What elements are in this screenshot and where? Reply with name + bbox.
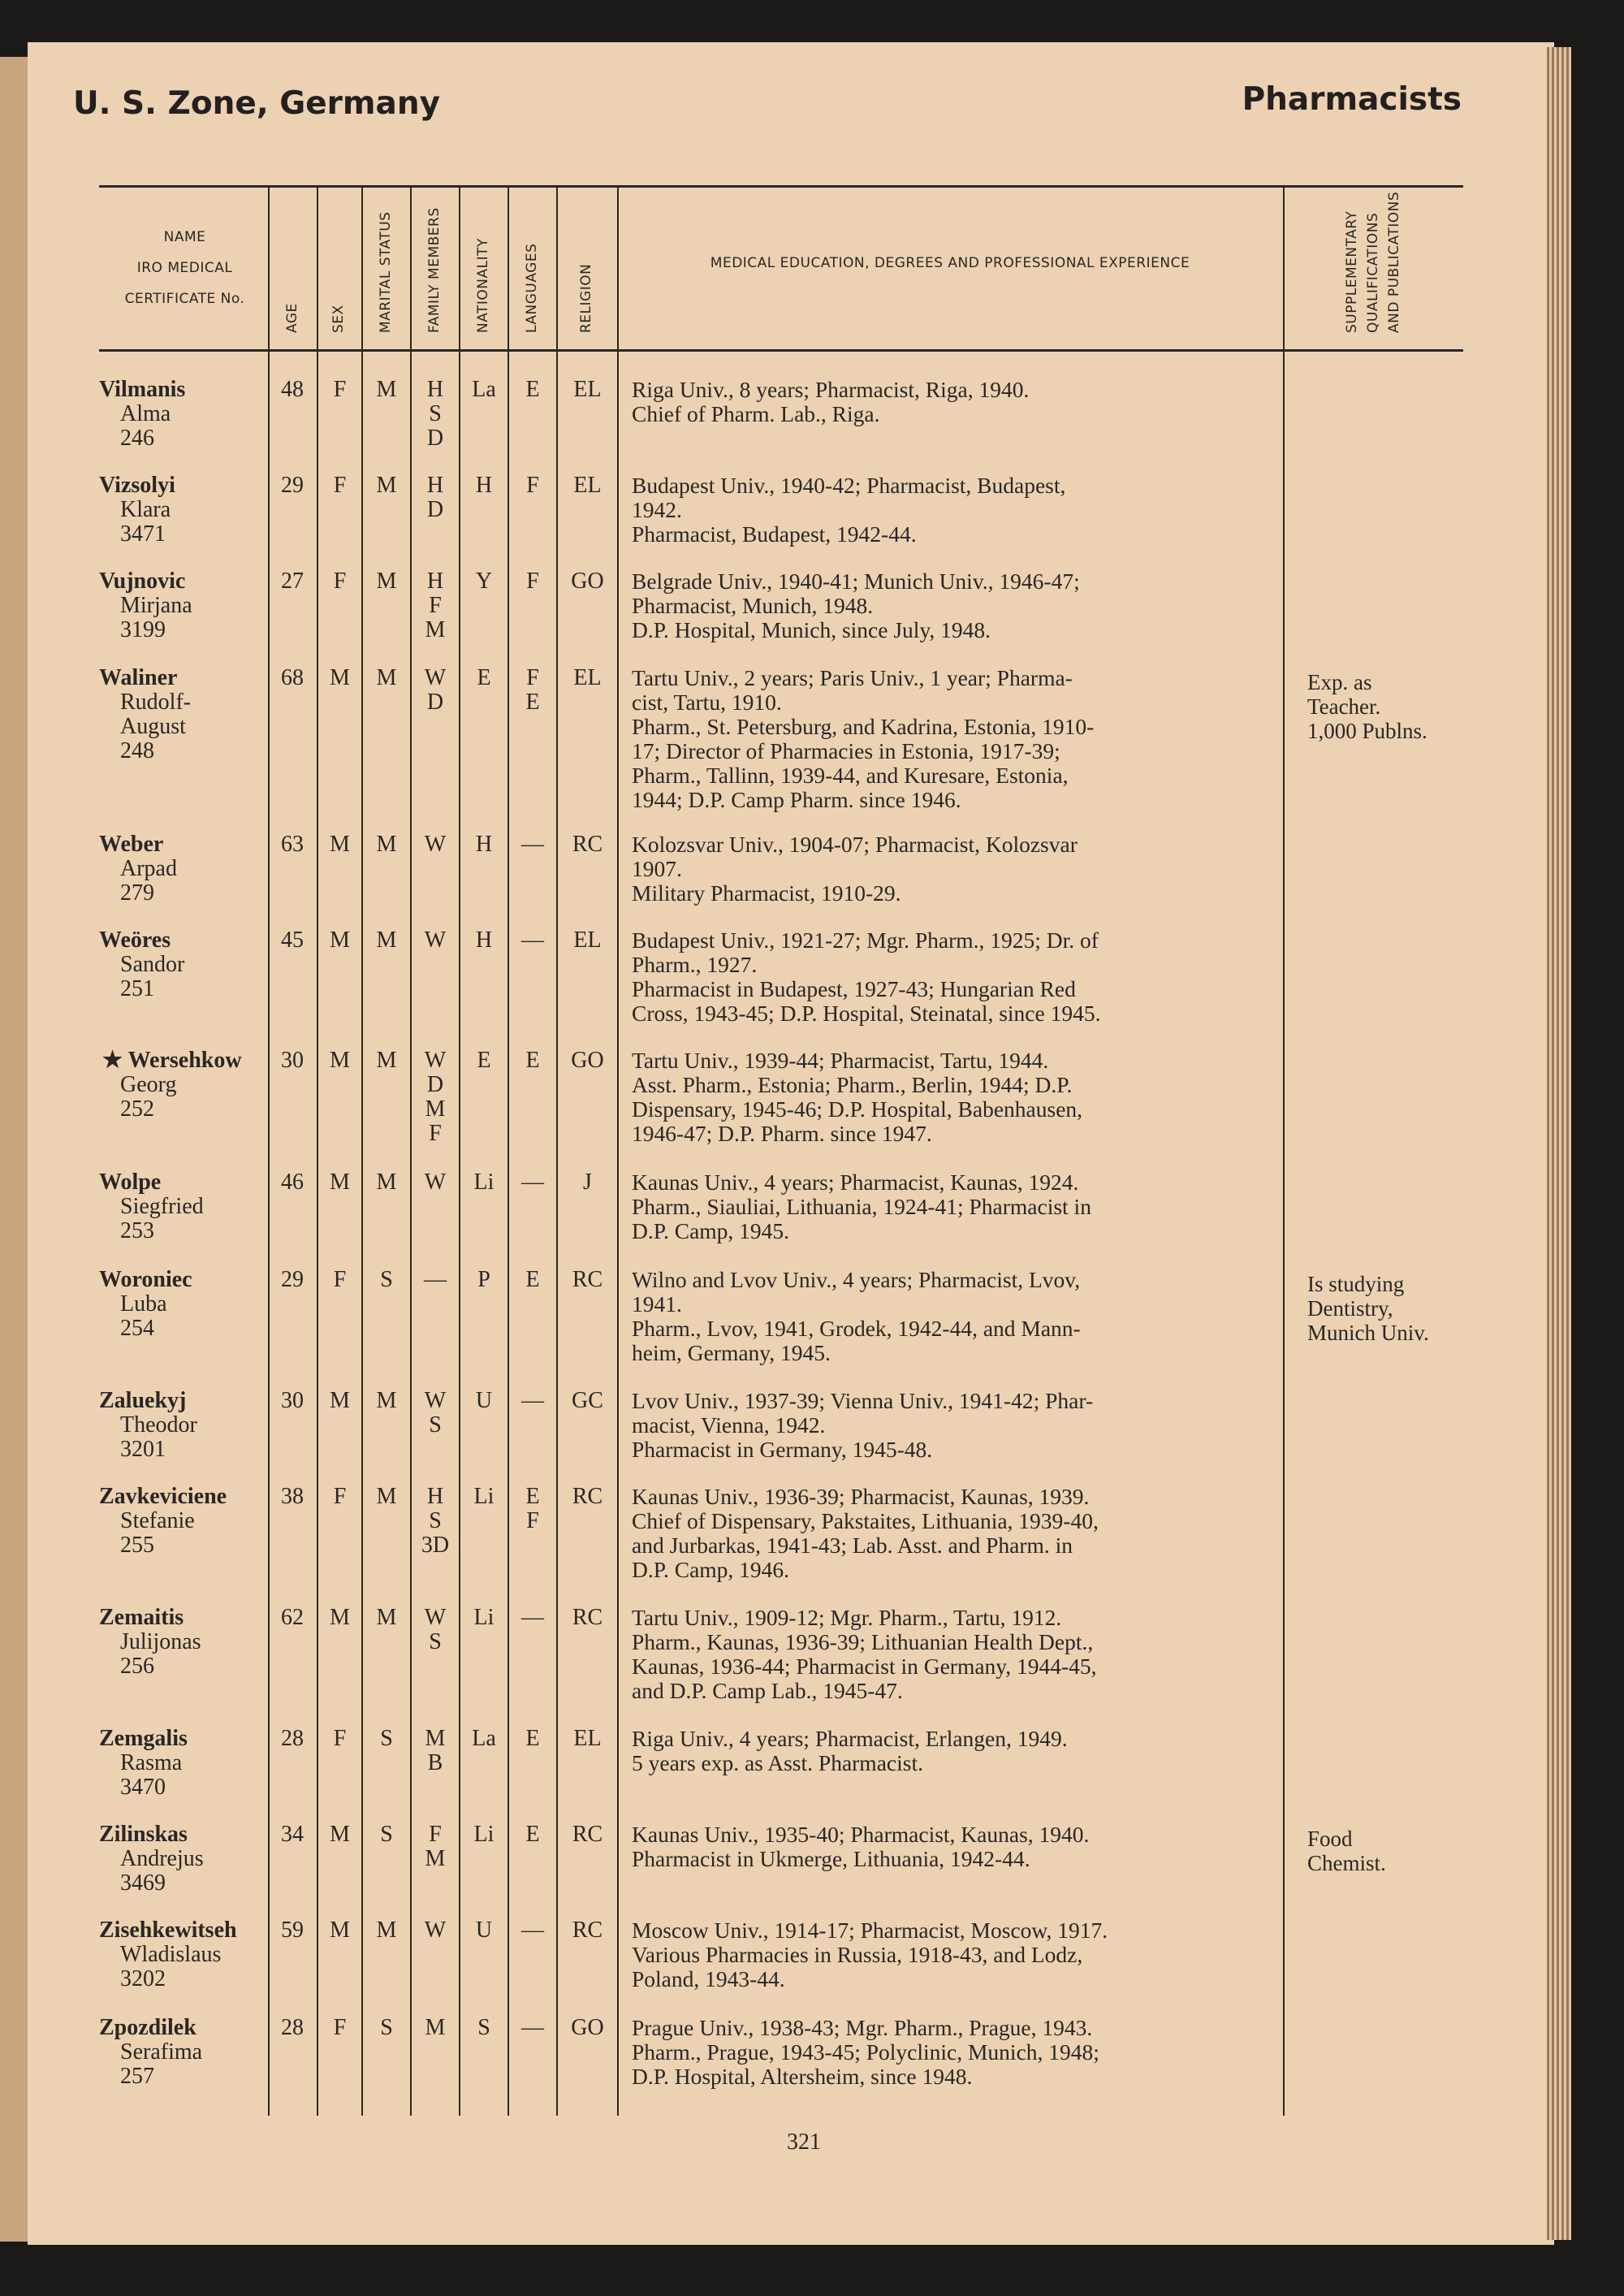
entry-family-member: S	[429, 1629, 442, 1654]
entry-language: E	[525, 1267, 540, 1292]
entry-family-member: W	[424, 832, 447, 857]
column-header-nationality: NATIONALITY	[475, 238, 491, 333]
entry-education-line: D.P. Hospital, Munich, since July, 1948.	[632, 617, 991, 642]
entry-family-member: —	[424, 1267, 447, 1292]
entry-nationality: E	[477, 1048, 491, 1073]
entry-age: 34	[281, 1822, 304, 1847]
entry-given-name: Luba	[120, 1291, 167, 1317]
entry-given-name: Arpad	[120, 856, 177, 881]
entry-age: 29	[281, 1267, 304, 1292]
entry-religion: EL	[573, 473, 602, 498]
entry-education-line: and D.P. Camp Lab., 1945-47.	[632, 1678, 903, 1703]
entry-education-line: 1941.	[632, 1291, 682, 1317]
entry-given-name: Julijonas	[120, 1629, 201, 1654]
entry-given-name: Andrejus	[120, 1846, 204, 1871]
entry-religion: EL	[573, 377, 602, 402]
column-header-age: AGE	[284, 303, 300, 333]
entry-education-line: cist, Tartu, 1910.	[632, 690, 782, 715]
entry-education-line: Pharmacist in Germany, 1945-48.	[632, 1437, 933, 1462]
entry-education-line: Chief of Pharm. Lab., Riga.	[632, 401, 880, 426]
entry-education-line: D.P. Camp, 1945.	[632, 1218, 790, 1243]
entry-sex: F	[333, 473, 347, 498]
entry-age: 38	[281, 1484, 304, 1509]
entry-surname: Zaluekyj	[99, 1388, 187, 1413]
entry-education-line: Belgrade Univ., 1940-41; Munich Univ., 1946-47;	[632, 569, 1080, 594]
entry-language: —	[521, 1388, 544, 1413]
entry-language: F	[526, 665, 539, 690]
entry-family-member: D	[426, 426, 444, 451]
entry-language: —	[521, 832, 544, 857]
entry-surname: Zisehkewitseh	[99, 1918, 237, 1943]
entry-nationality: S	[477, 2015, 490, 2040]
entry-language: F	[526, 1508, 539, 1533]
entry-education-line: Pharm., Kaunas, 1936-39; Lithuanian Health Dept.,	[632, 1629, 1094, 1654]
entry-sex: M	[330, 1822, 350, 1847]
entry-certificate-number: 3201	[120, 1437, 166, 1462]
entry-given-name: Serafima	[120, 2039, 203, 2065]
entry-education-line: Budapest Univ., 1940-42; Pharmacist, Budapest,	[632, 473, 1066, 498]
column-header-name: NAME	[163, 229, 206, 245]
entry-certificate-number: 3469	[120, 1870, 166, 1896]
entry-supplementary-line: Munich Univ.	[1307, 1321, 1429, 1345]
entry-religion: GO	[571, 2015, 604, 2040]
entry-family-member: B	[427, 1750, 443, 1775]
entry-surname: Zpozdilek	[99, 2015, 197, 2040]
column-header-religion: RELIGION	[578, 263, 594, 333]
entry-sex: F	[333, 1484, 347, 1509]
entry-family-member: S	[429, 1508, 442, 1533]
entry-given-name: Stefanie	[120, 1508, 195, 1533]
entry-family-member: W	[424, 1170, 447, 1195]
entry-given-name: Alma	[120, 401, 171, 426]
entry-religion: EL	[573, 665, 602, 690]
entry-sex: M	[330, 1605, 350, 1630]
entry-language: —	[521, 927, 544, 953]
entry-marital-status: M	[376, 1605, 397, 1630]
entry-language: E	[525, 690, 540, 715]
entry-religion: RC	[572, 1918, 603, 1943]
entry-sex: M	[330, 1048, 350, 1073]
entry-education-line: Pharm., Tallinn, 1939-44, and Kuresare, Estonia,	[632, 763, 1069, 788]
entry-family-member: H	[426, 569, 444, 594]
entry-sex: F	[333, 1726, 347, 1751]
entry-education-line: Lvov Univ., 1937-39; Vienna Univ., 1941-42; Phar-	[632, 1388, 1094, 1413]
entry-family-member: S	[429, 1412, 442, 1438]
entry-education-line: Pharmacist in Budapest, 1927-43; Hungarian Red	[632, 976, 1076, 1001]
entry-sex: F	[333, 569, 347, 594]
entry-nationality: Y	[475, 569, 493, 594]
entry-nationality: U	[475, 1918, 493, 1943]
entry-education-line: Kaunas Univ., 1936-39; Pharmacist, Kaunas, 1939.	[632, 1484, 1090, 1509]
entry-education-line: Tartu Univ., 1939-44; Pharmacist, Tartu, 1944.	[632, 1048, 1049, 1073]
entry-certificate-number: 253	[120, 1218, 154, 1243]
entry-education-line: 17; Director of Pharmacies in Estonia, 1917-39;	[632, 738, 1060, 763]
entry-certificate-number: 3202	[120, 1966, 166, 1991]
entry-family-member: W	[424, 927, 447, 953]
entry-family-member: H	[426, 473, 444, 498]
entry-surname: Zavkeviciene	[99, 1484, 227, 1509]
entry-education-line: Pharm., Siauliai, Lithuania, 1924-41; Pharmacist in	[632, 1194, 1091, 1219]
entry-sex: F	[333, 377, 347, 402]
column-header-education: MEDICAL EDUCATION, DEGREES AND PROFESSIONAL EXPERIENCE	[710, 255, 1190, 271]
entry-surname: Zemaitis	[99, 1605, 184, 1630]
entry-sex: F	[333, 1267, 347, 1292]
entry-education-line: Pharm., St. Petersburg, and Kadrina, Estonia, 1910-	[632, 714, 1095, 739]
entry-family-member: D	[426, 1072, 444, 1097]
entry-religion: GC	[572, 1388, 603, 1413]
entry-language: E	[525, 377, 540, 402]
entry-religion: RC	[572, 1484, 603, 1509]
entry-education-line: Military Pharmacist, 1910-29.	[632, 880, 901, 906]
entry-education-line: Moscow Univ., 1914-17; Pharmacist, Moscow, 1917.	[632, 1918, 1108, 1943]
entry-education-line: Pharmacist, Munich, 1948.	[632, 593, 874, 618]
entry-certificate-number: 246	[120, 426, 154, 451]
entry-age: 27	[281, 569, 304, 594]
entry-surname: Vilmanis	[99, 377, 186, 402]
entry-language: E	[525, 1048, 540, 1073]
entry-language: E	[525, 1484, 540, 1509]
entry-education-line: and Jurbarkas, 1941-43; Lab. Asst. and Pharm. in	[632, 1533, 1073, 1558]
entry-nationality: U	[475, 1388, 493, 1413]
entry-education-line: Budapest Univ., 1921-27; Mgr. Pharm., 1925; Dr. of	[632, 927, 1099, 953]
entry-supplementary-line: 1,000 Publns.	[1307, 719, 1427, 743]
entry-education-line: Kaunas, 1936-44; Pharmacist in Germany, 1944-45,	[632, 1654, 1097, 1679]
entry-age: 48	[281, 377, 304, 402]
entry-surname: Wolpe	[99, 1170, 162, 1195]
entry-sex: M	[330, 1170, 350, 1195]
entry-language: —	[521, 1605, 544, 1630]
entry-education-line: Poland, 1943-44.	[632, 1966, 785, 1991]
entry-marital-status: M	[376, 665, 397, 690]
column-header-supplementary: SUPPLEMENTARY	[1344, 210, 1360, 333]
entry-family-member: F	[429, 1121, 442, 1146]
entry-language: —	[521, 2015, 544, 2040]
entry-education-line: Kaunas Univ., 1935-40; Pharmacist, Kaunas, 1940.	[632, 1822, 1090, 1847]
entry-given-name: Klara	[120, 497, 171, 522]
entry-education-line: Kaunas Univ., 4 years; Pharmacist, Kaunas, 1924.	[632, 1170, 1079, 1195]
entry-nationality: Li	[473, 1170, 495, 1195]
entry-nationality: Li	[473, 1484, 495, 1509]
entry-marital-status: M	[376, 1048, 397, 1073]
entry-family-member: W	[424, 1605, 447, 1630]
entry-marital-status: S	[380, 1822, 393, 1847]
entry-age: 28	[281, 1726, 304, 1751]
entry-family-member: M	[425, 1096, 446, 1122]
entry-education-line: Pharm., 1927.	[632, 952, 758, 977]
entry-religion: GO	[571, 1048, 604, 1073]
entry-marital-status: M	[376, 832, 397, 857]
entry-supplementary-line: Dentistry,	[1307, 1296, 1393, 1321]
entry-education-line: Pharm., Prague, 1943-45; Polyclinic, Munich, 1948;	[632, 2039, 1099, 2065]
entry-family-member: H	[426, 1484, 444, 1509]
entry-education-line: Tartu Univ., 2 years; Paris Univ., 1 year; Pharma-	[632, 665, 1073, 690]
entry-given-name: Theodor	[120, 1412, 197, 1438]
entry-family-member: H	[426, 377, 444, 402]
column-header-languages: LANGUAGES	[524, 243, 540, 333]
entry-education-line: heim, Germany, 1945.	[632, 1340, 831, 1365]
entry-religion: EL	[573, 1726, 602, 1751]
table-top-rule	[99, 185, 1463, 188]
entry-surname: Waliner	[99, 665, 178, 690]
column-header-supplementary: AND PUBLICATIONS	[1386, 191, 1402, 333]
header-bottom-rule	[99, 349, 1463, 352]
entry-certificate-number: 252	[120, 1096, 154, 1122]
entry-family-member: S	[429, 401, 442, 426]
entry-sex: M	[330, 1388, 350, 1413]
entry-language: E	[525, 1726, 540, 1751]
column-header-name: IRO MEDICAL	[136, 260, 233, 276]
entry-family-member: D	[426, 690, 444, 715]
column-header-supplementary: QUALIFICATIONS	[1365, 212, 1381, 333]
entry-sex: M	[330, 1918, 350, 1943]
entry-education-line: Tartu Univ., 1909-12; Mgr. Pharm., Tartu, 1912.	[632, 1605, 1062, 1630]
entry-language: —	[521, 1170, 544, 1195]
entry-surname: Vizsolyi	[99, 473, 175, 498]
entry-surname: Vujnovic	[99, 569, 186, 594]
entry-marital-status: M	[376, 569, 397, 594]
entry-nationality: Li	[473, 1822, 495, 1847]
entry-education-line: Riga Univ., 8 years; Pharmacist, Riga, 1940.	[632, 377, 1030, 402]
entry-family-member: W	[424, 1048, 447, 1073]
entry-certificate-number: 3471	[120, 521, 166, 547]
entry-education-line: Asst. Pharm., Estonia; Pharm., Berlin, 1944; D.P.	[632, 1072, 1073, 1097]
column-header-family-members: FAMILY MEMBERS	[426, 207, 443, 333]
entry-education-line: macist, Vienna, 1942.	[632, 1412, 826, 1438]
zone-title: U. S. Zone, Germany	[73, 85, 441, 122]
entry-family-member: M	[425, 2015, 446, 2040]
entry-certificate-number: 279	[120, 880, 154, 906]
entry-age: 63	[281, 832, 304, 857]
entry-religion: J	[583, 1170, 592, 1195]
entry-religion: RC	[572, 1605, 603, 1630]
entry-family-member: M	[425, 1726, 446, 1751]
entry-given-name: Siegfried	[120, 1194, 204, 1219]
entry-family-member: F	[429, 1822, 442, 1847]
entry-certificate-number: 3470	[120, 1775, 166, 1800]
entry-education-line: 1944; D.P. Camp Pharm. since 1946.	[632, 787, 961, 812]
entry-religion: GO	[571, 569, 604, 594]
entry-family-member: W	[424, 1918, 447, 1943]
entry-religion: EL	[573, 927, 602, 953]
entry-age: 59	[281, 1918, 304, 1943]
entry-age: 30	[281, 1048, 304, 1073]
entry-certificate-number: 257	[120, 2064, 154, 2089]
entry-nationality: Li	[473, 1605, 495, 1630]
entry-certificate-number: 256	[120, 1654, 154, 1679]
entry-education-line: Riga Univ., 4 years; Pharmacist, Erlangen, 1949.	[632, 1726, 1068, 1751]
entry-nationality: H	[475, 832, 493, 857]
entry-sex: M	[330, 665, 350, 690]
entry-education-line: Dispensary, 1945-46; D.P. Hospital, Babenhausen,	[632, 1096, 1083, 1122]
entry-given-name: Mirjana	[120, 593, 192, 618]
page-stack-edge	[1547, 47, 1571, 2240]
entry-language: —	[521, 1918, 544, 1943]
entry-education-line: Prague Univ., 1938-43; Mgr. Pharm., Prague, 1943.	[632, 2015, 1093, 2040]
entry-certificate-number: 254	[120, 1316, 154, 1341]
entry-supplementary-line: Food	[1307, 1827, 1353, 1851]
page-number: 321	[787, 2130, 821, 2155]
column-header-name: CERTIFICATE No.	[124, 291, 245, 307]
column-header-marital-status: MARITAL STATUS	[378, 211, 394, 333]
entry-family-member: M	[425, 617, 446, 642]
entry-nationality: H	[475, 473, 493, 498]
entry-age: 62	[281, 1605, 304, 1630]
column-divider	[617, 185, 619, 2116]
entry-age: 28	[281, 2015, 304, 2040]
entry-surname: ★ Wersehkow	[102, 1048, 242, 1073]
entry-age: 29	[281, 473, 304, 498]
entry-education-line: D.P. Hospital, Altersheim, since 1948.	[632, 2064, 973, 2089]
entry-nationality: La	[472, 377, 496, 402]
entry-education-line: Various Pharmacies in Russia, 1918-43, and Lodz,	[632, 1942, 1083, 1967]
entry-given-name: Rudolf-	[120, 690, 192, 715]
column-divider	[1283, 185, 1285, 2116]
entry-family-member: 3D	[421, 1533, 450, 1558]
entry-certificate-number: 3199	[120, 617, 166, 642]
entry-given-name: Wladislaus	[120, 1942, 222, 1967]
entry-marital-status: S	[380, 2015, 393, 2040]
entry-education-line: Pharmacist, Budapest, 1942-44.	[632, 521, 917, 547]
entry-marital-status: M	[376, 1170, 397, 1195]
entry-education-line: Pharmacist in Ukmerge, Lithuania, 1942-44.	[632, 1846, 1030, 1871]
entry-surname: Woroniec	[99, 1267, 192, 1292]
entry-marital-status: M	[376, 473, 397, 498]
entry-education-line: 1942.	[632, 497, 682, 522]
entry-education-line: Kolozsvar Univ., 1904-07; Pharmacist, Kolozsvar	[632, 832, 1078, 857]
section-title: Pharmacists	[1242, 81, 1462, 118]
entry-religion: RC	[572, 1267, 603, 1292]
entry-education-line: Chief of Dispensary, Pakstaites, Lithuania, 1939-40,	[632, 1508, 1099, 1533]
entry-nationality: P	[477, 1267, 490, 1292]
column-header-sex: SEX	[330, 305, 347, 333]
entry-religion: RC	[572, 832, 603, 857]
entry-education-line: 1946-47; D.P. Pharm. since 1947.	[632, 1121, 932, 1146]
entry-age: 30	[281, 1388, 304, 1413]
entry-nationality: E	[477, 665, 491, 690]
entry-family-member: W	[424, 1388, 447, 1413]
entry-religion: RC	[572, 1822, 603, 1847]
entry-sex: M	[330, 832, 350, 857]
entry-certificate-number: 248	[120, 738, 154, 763]
entry-surname: Zilinskas	[99, 1822, 188, 1847]
entry-age: 46	[281, 1170, 304, 1195]
entry-surname: Weber	[99, 832, 164, 857]
entry-certificate-number: 251	[120, 976, 154, 1001]
entry-family-member: W	[424, 665, 447, 690]
entry-education-line: Pharm., Lvov, 1941, Grodek, 1942-44, and Mann-	[632, 1316, 1081, 1341]
entry-supplementary-line: Chemist.	[1307, 1851, 1386, 1875]
entry-supplementary-line: Teacher.	[1307, 694, 1381, 719]
entry-language: F	[526, 473, 539, 498]
entry-language: F	[526, 569, 539, 594]
entry-certificate-number: 255	[120, 1533, 154, 1558]
entry-education-line: Wilno and Lvov Univ., 4 years; Pharmacist, Lvov,	[632, 1267, 1081, 1292]
entry-marital-status: M	[376, 1918, 397, 1943]
entry-surname: Weöres	[99, 927, 171, 953]
entry-marital-status: S	[380, 1267, 393, 1292]
entry-nationality: H	[475, 927, 493, 953]
entry-education-line: D.P. Camp, 1946.	[632, 1557, 790, 1582]
entry-given-name: Georg	[120, 1072, 177, 1097]
entry-nationality: La	[472, 1726, 496, 1751]
entry-marital-status: M	[376, 1484, 397, 1509]
entry-marital-status: S	[380, 1726, 393, 1751]
entry-marital-status: M	[376, 1388, 397, 1413]
entry-age: 45	[281, 927, 304, 953]
entry-marital-status: M	[376, 927, 397, 953]
entry-supplementary-line: Exp. as	[1307, 670, 1372, 694]
entry-given-name: Rasma	[120, 1750, 183, 1775]
entry-given-name: Sandor	[120, 952, 185, 977]
entry-education-line: 1907.	[632, 856, 682, 881]
entry-education-line: Cross, 1943-45; D.P. Hospital, Steinatal, since 1945.	[632, 1001, 1101, 1026]
entry-language: E	[525, 1822, 540, 1847]
entry-family-member: D	[426, 497, 444, 522]
left-page-edge	[0, 57, 28, 2242]
entry-education-line: 5 years exp. as Asst. Pharmacist.	[632, 1750, 923, 1775]
entry-supplementary-line: Is studying	[1307, 1272, 1405, 1296]
entry-family-member: M	[425, 1846, 446, 1871]
entry-sex: M	[330, 927, 350, 953]
entry-marital-status: M	[376, 377, 397, 402]
entry-age: 68	[281, 665, 304, 690]
entry-family-member: F	[429, 593, 442, 618]
entry-sex: F	[333, 2015, 347, 2040]
entry-surname: Zemgalis	[99, 1726, 188, 1751]
entry-given-name: August	[120, 714, 186, 739]
